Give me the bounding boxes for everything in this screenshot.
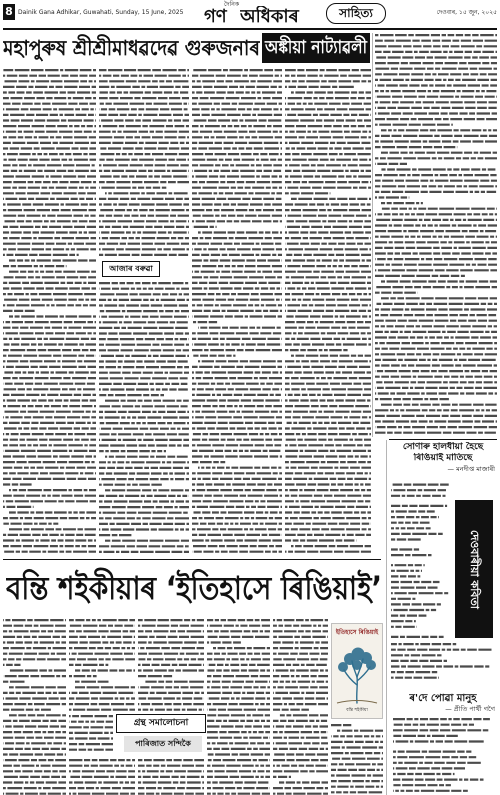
body-text-lines: [331, 723, 383, 795]
section-divider-rule: [3, 559, 381, 560]
foliage: [352, 660, 362, 670]
lead-article-column: [192, 68, 282, 556]
poem-1-title-line-1: সোণাৰু হালধীয়া হৈছে: [402, 442, 484, 452]
page-number: 8: [5, 5, 13, 18]
review-headline-box: [6, 563, 382, 613]
poem-1-poet-box: [389, 465, 495, 474]
book-cover-art: [331, 623, 383, 719]
poem-2-poet-box: [389, 705, 495, 714]
poem-2-title-box: [389, 692, 497, 705]
body-text-lines: [138, 618, 204, 712]
dateline-local-box: [390, 8, 497, 17]
poem-1-lines: [391, 478, 451, 638]
page-number-box: [3, 4, 15, 20]
review-column: [69, 618, 135, 712]
poem-1-title-line-1-box: [389, 442, 497, 453]
review-headline: বন্তি শইকীয়াৰ ‘ইতিহাসে ৰিঙিয়াই’: [6, 569, 382, 607]
poem-text-lines: [391, 642, 495, 682]
byline-box: [102, 261, 160, 277]
lead-article-column: [99, 281, 189, 556]
body-text-lines: [69, 714, 113, 755]
body-text-lines: [99, 68, 189, 258]
lead-headline-highlight: অঙ্কীয়া নাট্যাৱলী: [265, 37, 367, 58]
dateline-local: দেওবাৰ, ১৫ জুন, ২০২৫: [436, 9, 497, 16]
poem-text-lines: [391, 478, 451, 638]
review-label: গ্ৰন্থ সমালোচনা: [133, 718, 189, 728]
review-column: [138, 618, 204, 712]
lead-article-column: [285, 68, 371, 556]
lead-headline: মহাপুৰুষ শ্ৰীশ্ৰীমাধৱদেৱ গুৰুজনাৰ: [3, 36, 260, 60]
section-label: সাহিত্য: [339, 6, 373, 20]
review-column: [207, 618, 270, 795]
masthead-prefix: দৈনিক: [224, 1, 240, 8]
poem-1-poet: — মনদীপ্ত মাজাৰী: [447, 465, 495, 473]
body-text-lines: [69, 758, 135, 795]
poem-1-lines: [391, 642, 495, 682]
section-label-box: [326, 3, 386, 24]
book-cover: [331, 623, 383, 719]
lead-headline-box: [3, 33, 260, 63]
body-text-lines: [273, 618, 328, 795]
lead-headline-highlight-box: [262, 33, 370, 63]
book-cover-author: বন্তি শইকীয়া: [346, 708, 368, 713]
poem-2-poet: — প্ৰীতি পাৰ্থী গগৈ: [445, 705, 495, 713]
poem-1-title-line-2-box: [389, 453, 497, 464]
poetry-column-divider: [386, 440, 387, 795]
cover-background: [332, 624, 383, 719]
body-text-lines: [285, 68, 371, 556]
masthead-name-first-box: [204, 6, 238, 28]
review-column: [69, 758, 135, 795]
dateline-english-box: [18, 8, 200, 17]
body-text-lines: [3, 68, 96, 556]
body-text-lines: [69, 618, 135, 712]
poem-2-title: ৰ'দে পোৱা মানুহ: [409, 693, 477, 704]
book-cover-author-box: [333, 707, 381, 714]
header-rule: [3, 28, 497, 30]
poetry-ribbon-label: দেওবাৰীয়া কবিতা: [468, 529, 481, 609]
book-cover-title-box: [332, 628, 382, 637]
review-column: [3, 618, 66, 795]
foliage: [366, 660, 376, 670]
body-text-lines: [3, 618, 66, 795]
body-text-lines: [99, 281, 189, 556]
review-label-box: [116, 714, 206, 733]
poetry-ribbon: [455, 500, 493, 638]
review-column: [331, 723, 383, 795]
poem-2-lines: [393, 717, 493, 795]
masthead-name-second-box: [240, 6, 322, 28]
body-text-lines: [207, 618, 270, 795]
poem-text-lines: [393, 717, 493, 795]
masthead-name-first: গণ: [204, 6, 227, 27]
byline: আজাৰ বৰুৱা: [109, 264, 153, 273]
review-column: [273, 618, 328, 795]
book-cover-title: ইতিহাসে ৰিঙিয়াই: [335, 629, 379, 636]
body-text-lines: [138, 758, 204, 795]
poem-1-title-line-2: ৰিঙিয়াই মাতিছে: [413, 453, 473, 463]
lead-article-column: [3, 68, 96, 556]
body-text-lines: [192, 68, 282, 556]
review-column: [69, 714, 113, 755]
reviewer-name: পাৰিজাত সন্দিকৈ: [135, 739, 191, 748]
dateline-english: Dainik Gana Adhikar, Guwahati, Sunday, 15 June, 2025: [18, 9, 184, 16]
review-column: [138, 758, 204, 795]
reviewer-box: [124, 736, 202, 752]
poetry-top-rule: [389, 439, 497, 440]
lead-article-continuation-column: [375, 33, 497, 437]
masthead-name-second: অধিকাৰ: [240, 6, 299, 27]
lead-article-column: [99, 68, 189, 258]
body-text-lines: [375, 33, 497, 437]
column-divider: [372, 33, 373, 437]
